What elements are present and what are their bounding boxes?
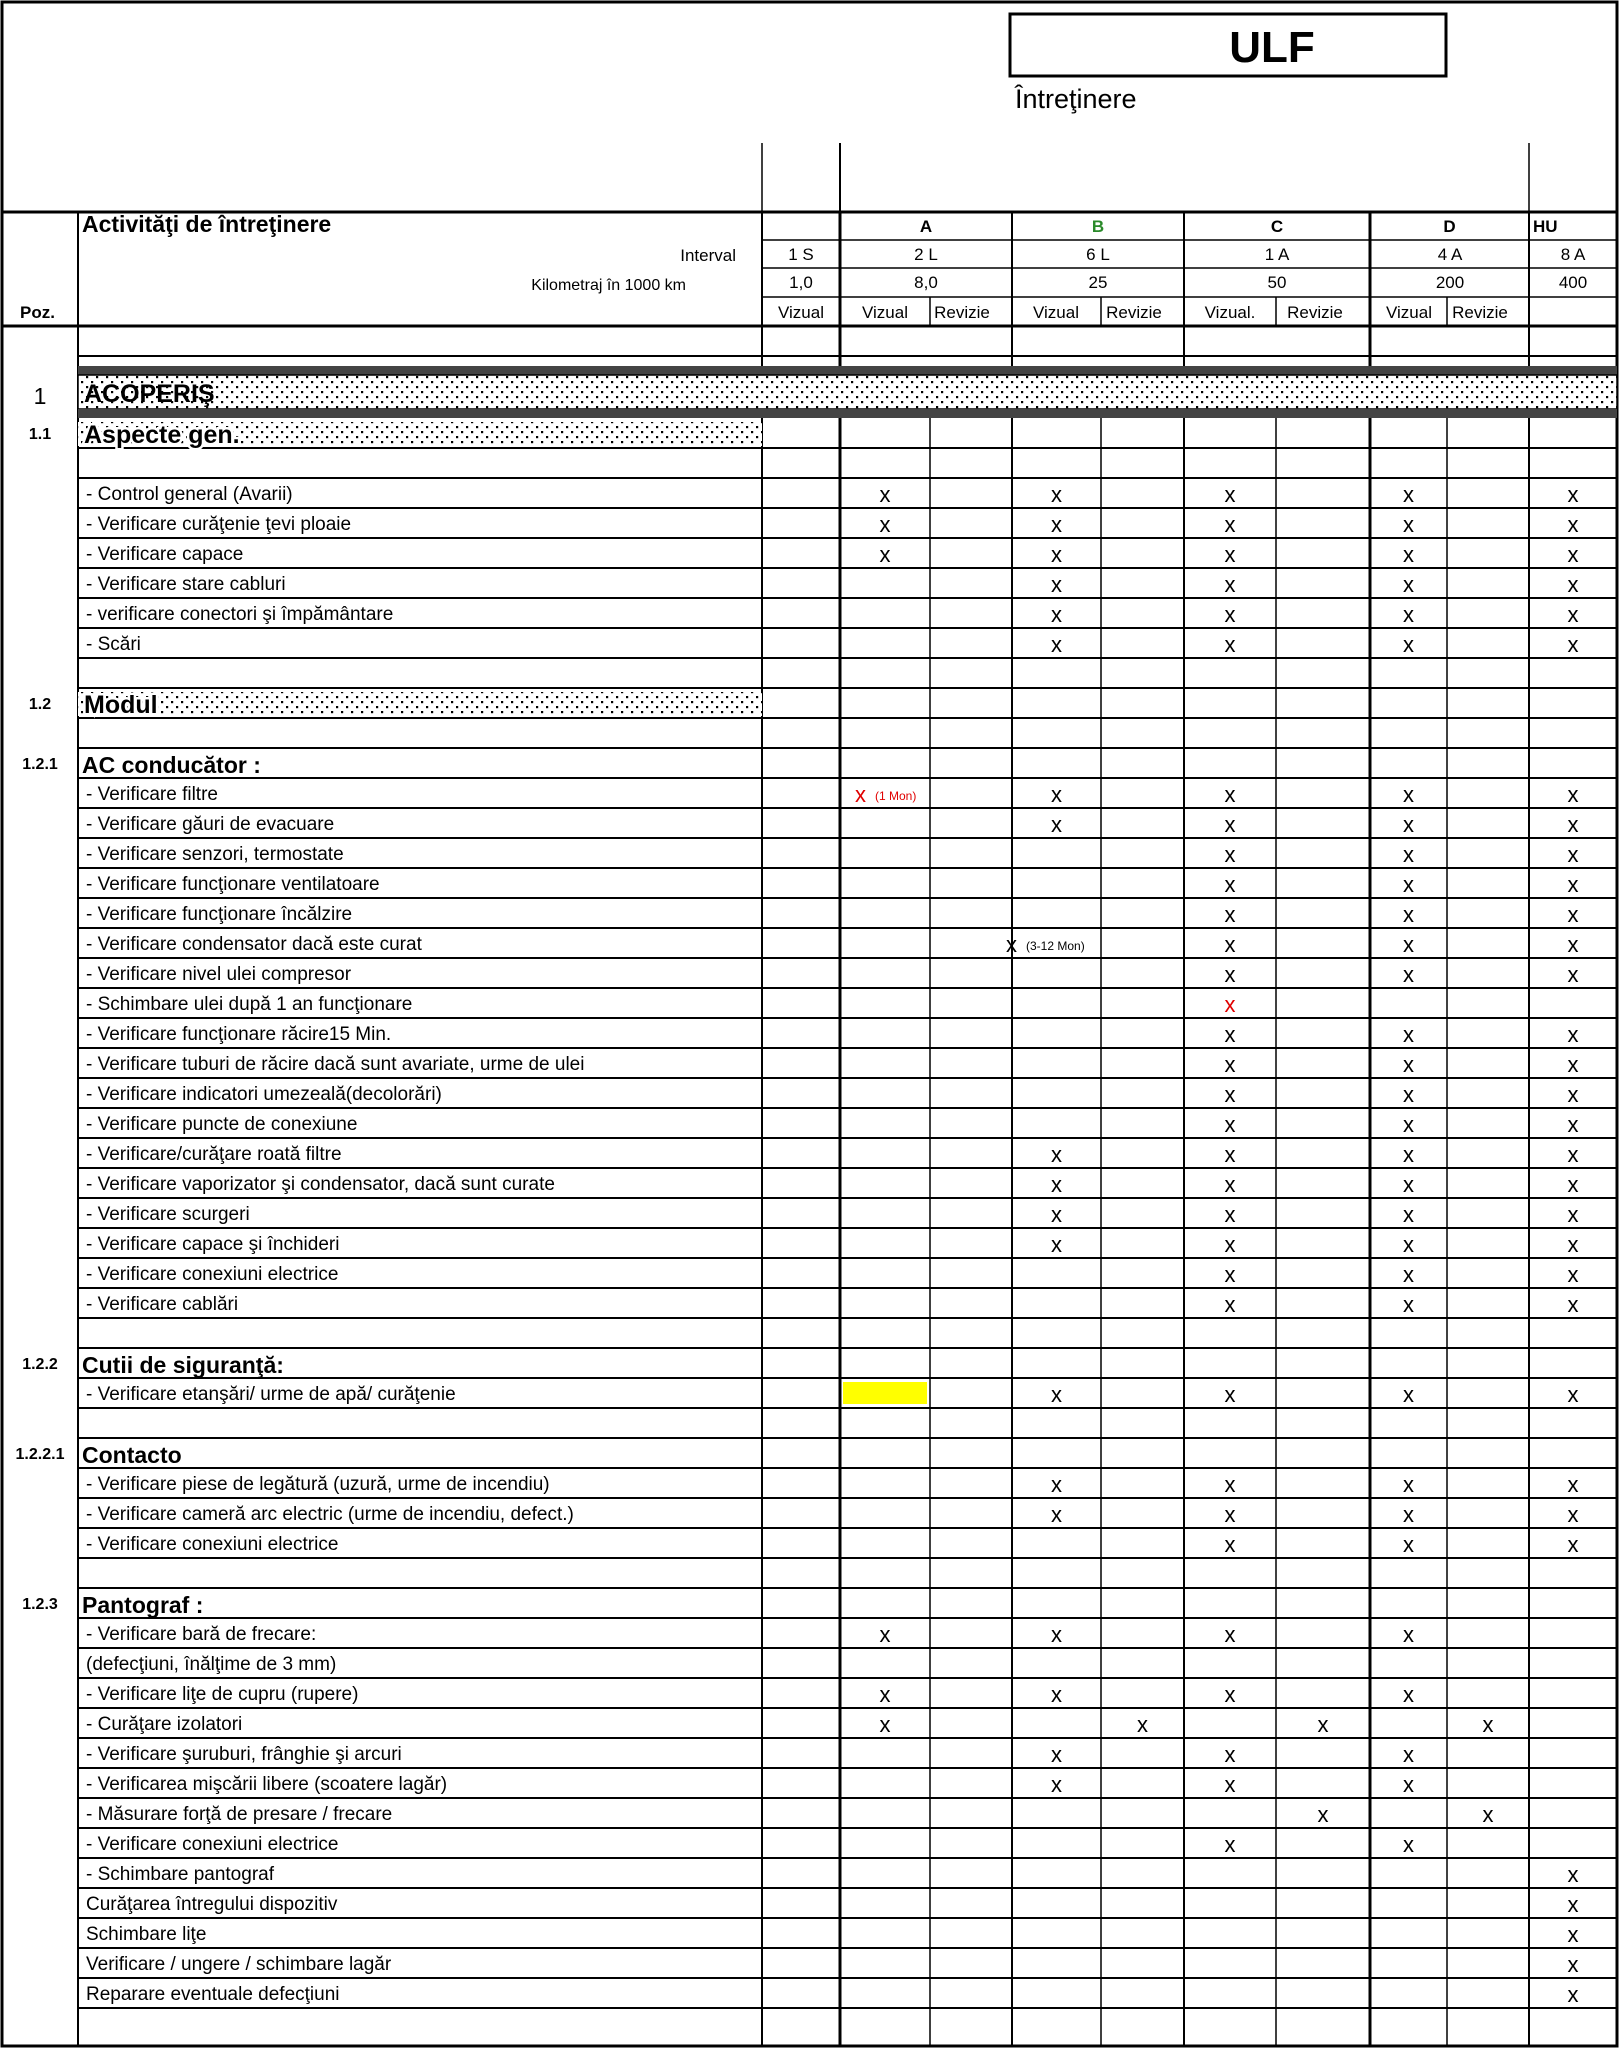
check-mark: x [1567, 1142, 1579, 1167]
service-type-label: Vizual. [1204, 303, 1256, 322]
check-mark: x [1224, 1262, 1236, 1287]
check-mark: x [1051, 1622, 1062, 1647]
check-mark: x [1567, 632, 1579, 657]
subsection-title: Modul [84, 691, 158, 719]
interval-value: 1 A [1264, 245, 1290, 264]
activities-header: Activităţi de întreţinere [82, 211, 332, 237]
check-mark: x [1403, 932, 1414, 957]
check-mark: x [1403, 482, 1414, 507]
km-value: 200 [1435, 273, 1465, 292]
check-mark: x [1051, 1382, 1062, 1407]
activity-label: - verificare conectori şi împământare [86, 604, 394, 625]
subsection-band [78, 692, 762, 716]
row-number: 1.2.2.1 [15, 1446, 65, 1463]
check-mark: x [1051, 602, 1062, 627]
check-mark: x [1137, 1712, 1148, 1737]
activity-label: - Verificare funcţionare încălzire [86, 904, 353, 925]
check-mark: x [1224, 1202, 1236, 1227]
check-mark: x [1224, 902, 1236, 927]
row-number: 1.2.2 [22, 1356, 58, 1373]
check-mark: x [1051, 1472, 1062, 1497]
check-mark: x [879, 1622, 891, 1647]
activity-label: Reparare eventuale defecţiuni [86, 1984, 340, 2005]
service-type-label: Revizie [1106, 303, 1162, 322]
check-mark: x [1567, 1982, 1579, 2007]
row-number: 1.2 [28, 696, 52, 713]
activity-label: - Verificare şuruburi, frânghie şi arcuri [86, 1744, 402, 1765]
subsection-title: Contacto [82, 1442, 182, 1468]
check-mark: x [1403, 842, 1414, 867]
check-mark: x [1567, 1052, 1579, 1077]
check-mark: x [879, 1682, 891, 1707]
section-band-bottom [78, 409, 1617, 418]
check-mark: x [1224, 992, 1236, 1017]
interval-label: Interval [680, 246, 736, 265]
check-mark: x [1224, 812, 1236, 837]
activity-label: - Verificare tuburi de răcire dacă sunt avariate, urme de ulei [86, 1054, 585, 1075]
check-mark: x [1224, 962, 1236, 987]
check-mark: x [1403, 1202, 1414, 1227]
check-mark: x [1317, 1712, 1329, 1737]
title-box [1010, 14, 1446, 76]
activity-label: - Verificare vaporizator şi condensator, dacă sunt curate [86, 1174, 555, 1195]
check-mark: x [1482, 1712, 1494, 1737]
check-mark: x [1224, 1532, 1236, 1557]
mark-note: (3-12 Mon) [1026, 939, 1085, 953]
check-mark: x [1224, 842, 1236, 867]
check-mark: x [1224, 1232, 1236, 1257]
check-mark: x [1224, 1742, 1236, 1767]
check-mark: x [1403, 512, 1414, 537]
subsection-title: Aspecte gen. [84, 421, 240, 449]
check-mark: x [1051, 782, 1062, 807]
check-mark: x [879, 542, 891, 567]
interval-value: 6 L [1086, 245, 1110, 264]
check-mark: x [1567, 602, 1579, 627]
check-mark: x [1403, 902, 1414, 927]
activity-label: - Schimbare pantograf [86, 1864, 274, 1885]
km-value: 8,0 [914, 273, 938, 292]
activity-label: - Verificare scurgeri [86, 1204, 250, 1225]
activity-label: - Verificare/curăţare roată filtre [86, 1144, 342, 1165]
check-mark: x [1567, 1502, 1579, 1527]
group-header-b: B [1091, 217, 1105, 236]
row-number: 1.2.3 [22, 1596, 58, 1613]
check-mark: x [1224, 602, 1236, 627]
interval-value: 1 S [788, 245, 814, 264]
check-mark: x [1567, 1262, 1579, 1287]
check-mark: x [1567, 572, 1579, 597]
check-mark: x [1567, 1202, 1579, 1227]
section-band-top [78, 366, 1617, 375]
check-mark: x [1567, 482, 1579, 507]
check-mark: x [1224, 1472, 1236, 1497]
service-type-label: Revizie [934, 303, 990, 322]
check-mark: x [1403, 1772, 1414, 1797]
check-mark: x [1403, 1502, 1414, 1527]
check-mark: x [1567, 962, 1579, 987]
activity-label: (defecţiuni, înălţime de 3 mm) [86, 1654, 337, 1675]
activity-label: - Măsurare forţă de presare / frecare [86, 1804, 393, 1825]
check-mark: x [1567, 1292, 1579, 1317]
interval-value: 4 A [1437, 245, 1463, 264]
activity-label: - Verificare condensator dacă este curat [86, 934, 422, 955]
check-mark: x [1403, 1082, 1414, 1107]
check-mark: x [1567, 1472, 1579, 1497]
check-mark: x [1567, 902, 1579, 927]
check-mark: x [1051, 542, 1062, 567]
activity-label: - Verificare conexiuni electrice [86, 1534, 339, 1555]
check-mark: x [1224, 1112, 1236, 1137]
check-mark: x [1224, 1382, 1236, 1407]
check-mark: x [1224, 632, 1236, 657]
activity-label: - Verificare indicatori umezeală(decolorări) [86, 1084, 442, 1105]
activity-label: - Verificare senzori, termostate [86, 844, 344, 865]
check-mark: x [1567, 1952, 1579, 1977]
check-mark: x [1567, 542, 1579, 567]
check-mark: x [1224, 572, 1236, 597]
row-number: 1.2.1 [22, 756, 58, 773]
check-mark: x [1403, 1292, 1414, 1317]
activity-label: - Verificare liţe de cupru (rupere) [86, 1684, 359, 1705]
activity-label: Verificare / ungere / schimbare lagăr [86, 1954, 392, 1975]
check-mark: x [1567, 1532, 1579, 1557]
check-mark: x [1224, 1772, 1236, 1797]
group-header-d: D [1443, 217, 1456, 236]
activity-label: - Control general (Avarii) [86, 484, 293, 505]
check-mark: x [1403, 1742, 1414, 1767]
check-mark: x [1224, 1142, 1236, 1167]
check-mark: x [1403, 872, 1414, 897]
check-mark: x [1403, 1832, 1414, 1857]
check-mark: x [1224, 1082, 1236, 1107]
check-mark: x [1403, 1112, 1414, 1137]
activity-label: - Verificarea mişcării libere (scoatere lagăr) [86, 1774, 448, 1795]
check-mark: x [1051, 1502, 1062, 1527]
check-mark: x [1403, 1472, 1414, 1497]
interval-value: 8 A [1560, 245, 1586, 264]
check-mark: x [1567, 1022, 1579, 1047]
activity-label: Curăţarea întregului dispozitiv [86, 1894, 338, 1915]
check-mark: x [1403, 1622, 1414, 1647]
group-header-hu: HU [1533, 217, 1558, 236]
service-type-label: Vizual [1386, 303, 1432, 322]
check-mark: x [1567, 1232, 1579, 1257]
check-mark: x [1051, 1682, 1062, 1707]
check-mark: x [1567, 1172, 1579, 1197]
check-mark: x [1051, 632, 1062, 657]
check-mark: x [1006, 932, 1017, 957]
check-mark: x [1403, 1172, 1414, 1197]
activity-label: - Verificare cablări [86, 1294, 239, 1315]
check-mark: x [1051, 1232, 1062, 1257]
check-mark: x [1224, 482, 1236, 507]
check-mark: x [1224, 542, 1236, 567]
subsection-title: Cutii de siguranţă: [82, 1352, 284, 1378]
service-type-label: Vizual [778, 303, 824, 322]
service-type-label: Vizual [1033, 303, 1079, 322]
doc-title: ULF [1229, 23, 1315, 72]
activity-label: - Verificare capace [86, 544, 244, 565]
activity-label: - Verificare funcţionare ventilatoare [86, 874, 380, 895]
check-mark: x [1224, 932, 1236, 957]
check-mark: x [1403, 572, 1414, 597]
subsection-title: Pantograf : [82, 1592, 204, 1618]
check-mark: x [1224, 1292, 1236, 1317]
check-mark: x [1567, 1892, 1579, 1917]
poz-header: Poz. [20, 303, 55, 322]
check-mark: x [1051, 512, 1062, 537]
km-label: Kilometraj în 1000 km [531, 277, 686, 294]
check-mark: x [855, 782, 866, 807]
check-mark: x [1403, 1382, 1414, 1407]
activity-label: - Curăţare izolatori [86, 1714, 243, 1735]
activity-label: - Verificare capace şi închideri [86, 1234, 340, 1255]
check-mark: x [1224, 1682, 1236, 1707]
row-number: 1.1 [28, 426, 52, 443]
activity-label: - Verificare bară de frecare: [86, 1624, 317, 1645]
activity-label: - Verificare găuri de evacuare [86, 814, 335, 835]
check-mark: x [1224, 512, 1236, 537]
activity-label: - Verificare piese de legătură (uzură, urme de incendiu) [86, 1474, 550, 1495]
activity-label: - Verificare conexiuni electrice [86, 1834, 339, 1855]
check-mark: x [1317, 1802, 1329, 1827]
check-mark: x [1403, 1532, 1414, 1557]
activity-label: - Verificare nivel ulei compresor [86, 964, 352, 985]
check-mark: x [1051, 812, 1062, 837]
activity-label: - Verificare funcţionare răcire15 Min. [86, 1024, 392, 1045]
check-mark: x [1567, 1082, 1579, 1107]
check-mark: x [1567, 1112, 1579, 1137]
service-type-label: Vizual [862, 303, 908, 322]
check-mark: x [879, 1712, 891, 1737]
subsection-title: AC conducător : [82, 752, 261, 778]
check-mark: x [1224, 782, 1236, 807]
activity-label: - Verificare filtre [86, 784, 218, 805]
check-mark: x [1567, 842, 1579, 867]
check-mark: x [1051, 1772, 1062, 1797]
check-mark: x [1224, 1172, 1236, 1197]
highlight-cell [843, 1382, 927, 1404]
check-mark: x [1567, 1922, 1579, 1947]
check-mark: x [1403, 1682, 1414, 1707]
check-mark: x [1224, 1502, 1236, 1527]
check-mark: x [1403, 602, 1414, 627]
section-band [78, 375, 1617, 409]
check-mark: x [1224, 1052, 1236, 1077]
activity-label: - Schimbare ulei după 1 an funcţionare [86, 994, 413, 1015]
check-mark: x [1403, 1232, 1414, 1257]
activity-label: - Verificare cameră arc electric (urme de incendiu, defect.) [86, 1504, 574, 1525]
check-mark: x [1224, 1832, 1236, 1857]
km-value: 1,0 [789, 273, 813, 292]
check-mark: x [1403, 542, 1414, 567]
check-mark: x [1403, 782, 1414, 807]
check-mark: x [1224, 1622, 1236, 1647]
check-mark: x [1403, 1262, 1414, 1287]
km-value: 400 [1558, 273, 1588, 292]
check-mark: x [879, 512, 891, 537]
activity-label: Schimbare liţe [86, 1924, 207, 1945]
group-header-c: C [1270, 217, 1284, 236]
check-mark: x [1403, 632, 1414, 657]
check-mark: x [1051, 1742, 1062, 1767]
check-mark: x [1567, 512, 1579, 537]
km-value: 25 [1088, 273, 1108, 292]
section-title: ACOPERIŞ [84, 380, 215, 408]
section-number: 1 [33, 383, 47, 409]
check-mark: x [1051, 1142, 1062, 1167]
check-mark: x [1224, 1022, 1236, 1047]
activity-label: - Scări [86, 634, 141, 655]
activity-label: - Verificare stare cabluri [86, 574, 286, 595]
group-header-a: A [919, 217, 933, 236]
check-mark: x [1567, 872, 1579, 897]
check-mark: x [1567, 1382, 1579, 1407]
check-mark: x [1224, 872, 1236, 897]
check-mark: x [1051, 482, 1062, 507]
check-mark: x [1051, 572, 1062, 597]
check-mark: x [1051, 1172, 1062, 1197]
check-mark: x [1567, 782, 1579, 807]
check-mark: x [1482, 1802, 1494, 1827]
activity-label: - Verificare etanşări/ urme de apă/ curăţenie [86, 1384, 456, 1405]
service-type-label: Revizie [1287, 303, 1343, 322]
check-mark: x [1403, 1022, 1414, 1047]
check-mark: x [1051, 1202, 1062, 1227]
check-mark: x [1567, 812, 1579, 837]
check-mark: x [1403, 962, 1414, 987]
check-mark: x [1403, 812, 1414, 837]
activity-label: - Verificare puncte de conexiune [86, 1114, 358, 1135]
check-mark: x [1567, 932, 1579, 957]
mark-note: (1 Mon) [875, 789, 917, 803]
check-mark: x [1567, 1862, 1579, 1887]
check-mark: x [1403, 1052, 1414, 1077]
activity-label: - Verificare curăţenie ţevi ploaie [86, 514, 352, 535]
service-type-label: Revizie [1452, 303, 1508, 322]
check-mark: x [1403, 1142, 1414, 1167]
doc-subtitle: Întreţinere [1015, 84, 1137, 114]
km-value: 50 [1267, 273, 1287, 292]
interval-value: 2 L [914, 245, 938, 264]
activity-label: - Verificare conexiuni electrice [86, 1264, 339, 1285]
check-mark: x [879, 482, 891, 507]
